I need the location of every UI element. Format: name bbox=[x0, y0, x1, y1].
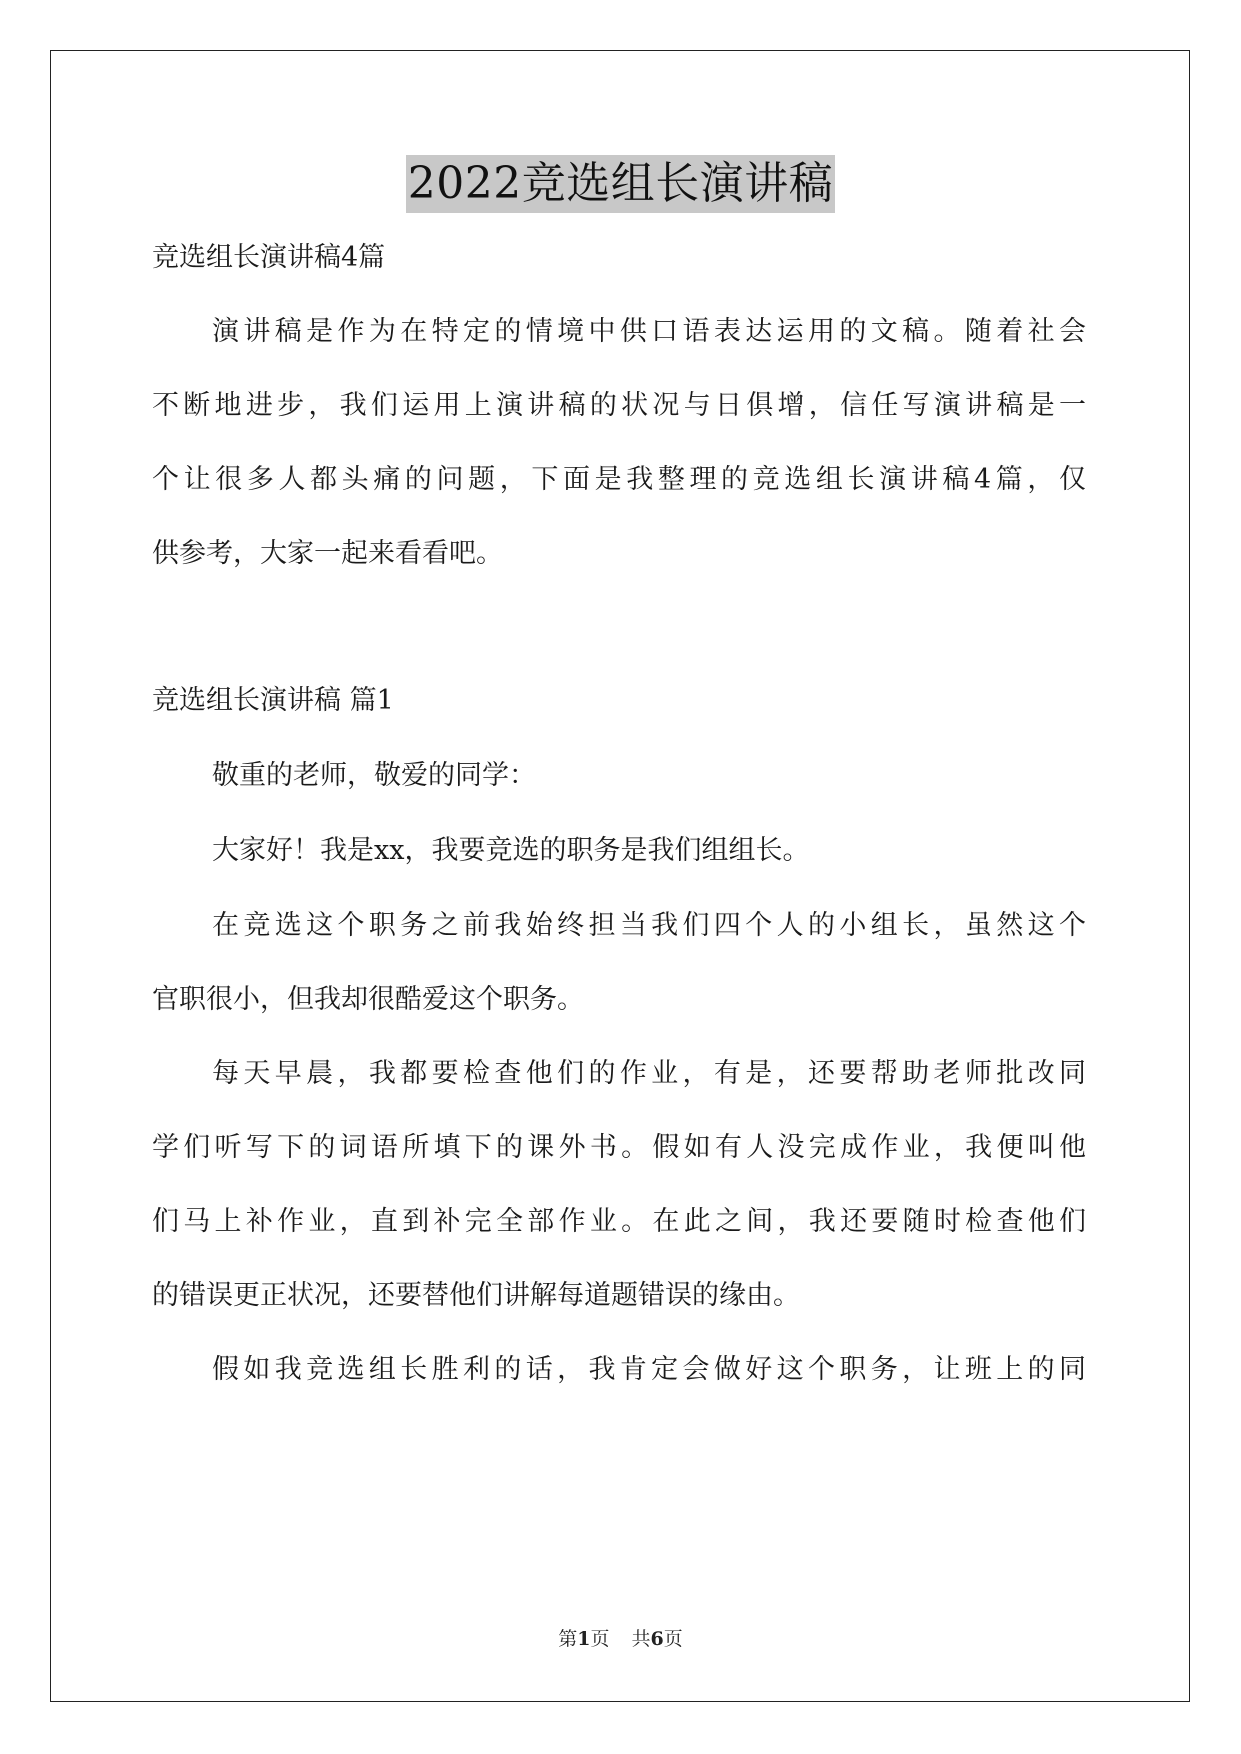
body-line: 学们听写下的词语所填下的课外书。假如有人没完成作业，我便叫他 bbox=[152, 1132, 1086, 1163]
document-subtitle: 竞选组长演讲稿4篇 bbox=[152, 242, 386, 273]
page-footer bbox=[0, 1627, 1241, 1651]
page-prefix: 第 bbox=[558, 1628, 578, 1650]
document-title: 2022竞选组长演讲稿 bbox=[406, 155, 835, 213]
body-line: 敬重的老师，敬爱的同学： bbox=[212, 760, 536, 791]
intro-line: 个让很多人都头痛的问题，下面是我整理的竞选组长演讲稿4篇，仅 bbox=[152, 464, 1086, 495]
total-suffix: 页 bbox=[663, 1628, 683, 1650]
body-line: 假如我竞选组长胜利的话，我肯定会做好这个职务，让班上的同 bbox=[212, 1354, 1086, 1385]
body-line: 们马上补作业，直到补完全部作业。在此之间，我还要随时检查他们 bbox=[152, 1206, 1086, 1237]
page-border bbox=[50, 50, 1190, 1702]
body-line: 官职很小，但我却很酷爱这个职务。 bbox=[152, 984, 584, 1015]
intro-line: 演讲稿是作为在特定的情境中供口语表达运用的文稿。随着社会 bbox=[212, 316, 1086, 347]
page-mid: 页 bbox=[590, 1628, 610, 1650]
section-heading: 竞选组长演讲稿 篇1 bbox=[152, 685, 394, 716]
body-line: 在竞选这个职务之前我始终担当我们四个人的小组长，虽然这个 bbox=[212, 910, 1086, 941]
body-line: 的错误更正状况，还要替他们讲解每道题错误的缘由。 bbox=[152, 1280, 800, 1311]
body-line: 大家好！我是xx，我要竞选的职务是我们组组长。 bbox=[212, 835, 810, 866]
body-line: 每天早晨，我都要检查他们的作业，有是，还要帮助老师批改同 bbox=[212, 1058, 1086, 1089]
title-container bbox=[0, 155, 1241, 213]
current-page-number: 1 bbox=[577, 1628, 591, 1650]
total-page-number: 6 bbox=[650, 1628, 664, 1650]
total-prefix: 共 bbox=[631, 1628, 651, 1650]
intro-line: 不断地进步，我们运用上演讲稿的状况与日俱增，信任写演讲稿是一 bbox=[152, 390, 1086, 421]
intro-line: 供参考，大家一起来看看吧。 bbox=[152, 538, 503, 569]
